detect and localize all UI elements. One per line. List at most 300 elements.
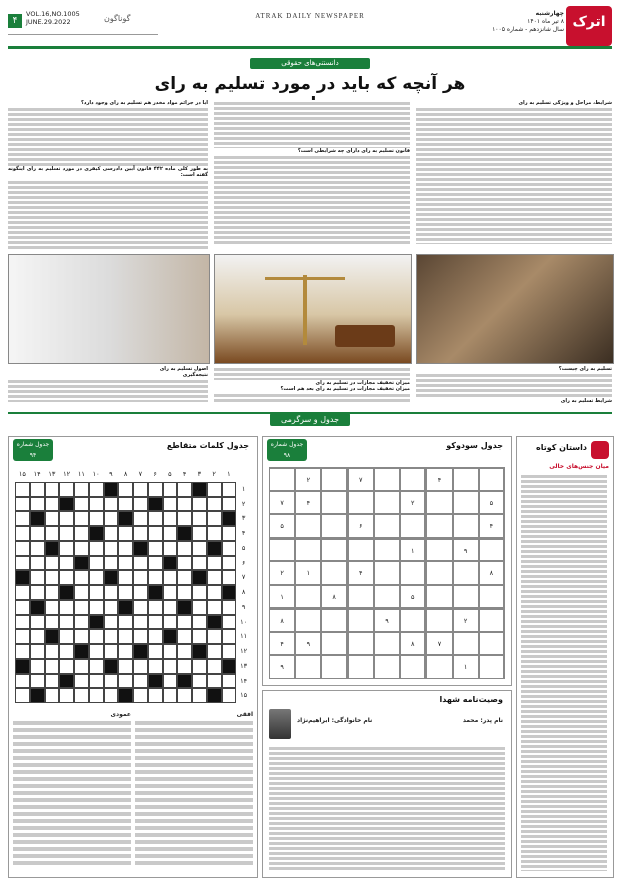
crossword-cell[interactable] xyxy=(118,541,133,556)
crossword-cell[interactable] xyxy=(15,482,30,497)
sudoku-cell[interactable] xyxy=(321,514,347,538)
crossword-cell[interactable] xyxy=(104,629,119,644)
sudoku-cell[interactable] xyxy=(321,491,347,515)
crossword-cell[interactable] xyxy=(74,688,89,703)
sudoku-cell[interactable] xyxy=(426,514,452,538)
crossword-cell[interactable] xyxy=(74,585,89,600)
subhead: به طور کلی ماده ۴۴۲ قانون آیین دادرسی کیفری در مورد تسلیم به رای اینگونه گفته است: xyxy=(8,166,208,179)
crossword-cell[interactable] xyxy=(74,482,89,497)
crossword-cell[interactable] xyxy=(45,615,60,630)
crossword-cell[interactable] xyxy=(59,570,74,585)
crossword-cell[interactable] xyxy=(133,570,148,585)
crossword-cell[interactable] xyxy=(163,688,178,703)
crossword-cell[interactable] xyxy=(118,674,133,689)
crossword-cell[interactable] xyxy=(148,629,163,644)
crossword-cell[interactable] xyxy=(177,688,192,703)
crossword-cell[interactable] xyxy=(89,659,104,674)
crossword-cell[interactable] xyxy=(89,556,104,571)
crossword-cell[interactable] xyxy=(74,629,89,644)
crossword-cell[interactable] xyxy=(222,629,237,644)
sudoku-cell[interactable] xyxy=(374,655,400,679)
crossword-cell[interactable] xyxy=(89,644,104,659)
sudoku-cell[interactable] xyxy=(321,538,347,562)
crossword-black-cell xyxy=(30,600,45,615)
crossword-row-number: ۸ xyxy=(241,588,246,596)
sudoku-cell[interactable] xyxy=(374,467,400,491)
crossword-cell[interactable] xyxy=(148,511,163,526)
sudoku-cell[interactable] xyxy=(348,538,374,562)
crossword-cell[interactable] xyxy=(192,688,207,703)
crossword-cell[interactable] xyxy=(222,615,237,630)
crossword-cell[interactable] xyxy=(222,644,237,659)
sudoku-cell[interactable]: ۹ xyxy=(295,632,321,656)
crossword-cell[interactable] xyxy=(163,497,178,512)
crossword-cell[interactable] xyxy=(148,541,163,556)
crossword-black-cell xyxy=(177,674,192,689)
crossword-cell[interactable] xyxy=(207,644,222,659)
crossword-cell[interactable] xyxy=(118,644,133,659)
sudoku-cell[interactable] xyxy=(426,608,452,632)
crossword-cell[interactable] xyxy=(163,615,178,630)
crossword-cell[interactable] xyxy=(45,688,60,703)
crossword-cell[interactable] xyxy=(207,629,222,644)
crossword-cell[interactable] xyxy=(45,482,60,497)
crossword-cell[interactable] xyxy=(177,556,192,571)
crossword-cell[interactable] xyxy=(207,556,222,571)
crossword-cell[interactable] xyxy=(30,556,45,571)
sudoku-cell[interactable] xyxy=(453,491,479,515)
crossword-cell[interactable] xyxy=(15,688,30,703)
crossword-cell[interactable] xyxy=(45,570,60,585)
crossword-cell[interactable] xyxy=(89,511,104,526)
crossword-cell[interactable] xyxy=(15,585,30,600)
crossword-cell[interactable] xyxy=(192,674,207,689)
sudoku-cell[interactable]: ۱ xyxy=(269,585,295,609)
crossword-cell[interactable] xyxy=(222,497,237,512)
crossword-cell[interactable] xyxy=(133,600,148,615)
sudoku-cell[interactable] xyxy=(348,632,374,656)
sudoku-cell[interactable] xyxy=(295,608,321,632)
crossword-cell[interactable] xyxy=(59,644,74,659)
crossword-cell[interactable] xyxy=(222,570,237,585)
sudoku-cell[interactable] xyxy=(374,538,400,562)
crossword-cell[interactable] xyxy=(222,674,237,689)
crossword-cell[interactable] xyxy=(163,674,178,689)
crossword-cell[interactable] xyxy=(163,585,178,600)
sudoku-cell[interactable] xyxy=(321,632,347,656)
crossword-cell[interactable] xyxy=(192,556,207,571)
crossword-cell[interactable] xyxy=(59,541,74,556)
crossword-cell[interactable] xyxy=(15,541,30,556)
sudoku-cell[interactable] xyxy=(479,538,505,562)
crossword-cell[interactable] xyxy=(207,600,222,615)
sudoku-cell[interactable]: ۲ xyxy=(269,561,295,585)
sudoku-cell[interactable] xyxy=(348,608,374,632)
crossword-cell[interactable] xyxy=(89,629,104,644)
sudoku-cell[interactable]: ۵ xyxy=(479,491,505,515)
sudoku-cell[interactable] xyxy=(426,655,452,679)
sudoku-cell[interactable] xyxy=(426,585,452,609)
sudoku-cell[interactable]: ۴ xyxy=(348,561,374,585)
sudoku-cell[interactable]: ۷ xyxy=(348,467,374,491)
crossword-cell[interactable] xyxy=(222,482,237,497)
crossword-cell[interactable] xyxy=(30,659,45,674)
crossword-cell[interactable] xyxy=(45,497,60,512)
crossword-cell[interactable] xyxy=(15,511,30,526)
body-text xyxy=(8,378,208,402)
crossword-cell[interactable] xyxy=(133,688,148,703)
crossword-cell[interactable] xyxy=(30,615,45,630)
sudoku-cell[interactable]: ۶ xyxy=(348,514,374,538)
crossword-black-cell xyxy=(59,497,74,512)
crossword-cell[interactable] xyxy=(133,497,148,512)
crossword-cell[interactable] xyxy=(148,615,163,630)
crossword-cell[interactable] xyxy=(177,585,192,600)
sudoku-cell[interactable] xyxy=(400,467,426,491)
crossword-cell[interactable] xyxy=(207,482,222,497)
sudoku-cell[interactable]: ۸ xyxy=(479,561,505,585)
crossword-cell[interactable] xyxy=(177,541,192,556)
sudoku-cell[interactable] xyxy=(479,655,505,679)
crossword-cell[interactable] xyxy=(89,674,104,689)
crossword-cell[interactable] xyxy=(15,526,30,541)
crossword-cell[interactable] xyxy=(177,511,192,526)
crossword-cell[interactable] xyxy=(104,674,119,689)
crossword-cell[interactable] xyxy=(30,526,45,541)
crossword-cell[interactable] xyxy=(148,688,163,703)
crossword-cell[interactable] xyxy=(45,585,60,600)
crossword-row-number: ۱۵ xyxy=(240,691,248,700)
sudoku-cell[interactable] xyxy=(295,514,321,538)
crossword-cell[interactable] xyxy=(89,497,104,512)
sudoku-cell[interactable] xyxy=(400,561,426,585)
crossword-cell[interactable] xyxy=(74,497,89,512)
masthead xyxy=(0,0,620,58)
crossword-cell[interactable] xyxy=(59,556,74,571)
sudoku-cell[interactable] xyxy=(479,585,505,609)
sudoku-cell[interactable] xyxy=(269,538,295,562)
crossword-box xyxy=(8,436,258,878)
crossword-cell[interactable] xyxy=(74,659,89,674)
sudoku-cell[interactable]: ۹ xyxy=(269,655,295,679)
sudoku-cell[interactable]: ۱ xyxy=(400,538,426,562)
crossword-cell[interactable] xyxy=(45,659,60,674)
sudoku-cell[interactable] xyxy=(295,538,321,562)
crossword-cell[interactable] xyxy=(192,629,207,644)
sudoku-cell[interactable]: ۵ xyxy=(269,514,295,538)
crossword-cell[interactable] xyxy=(148,659,163,674)
crossword-cell[interactable] xyxy=(74,615,89,630)
crossword-black-cell xyxy=(45,541,60,556)
sudoku-cell[interactable]: ۴ xyxy=(426,467,452,491)
sudoku-cell[interactable] xyxy=(348,585,374,609)
crossword-cell[interactable] xyxy=(104,585,119,600)
crossword-cell[interactable] xyxy=(89,570,104,585)
crossword-cell[interactable] xyxy=(104,688,119,703)
sudoku-cell[interactable] xyxy=(479,467,505,491)
crossword-cell[interactable] xyxy=(133,526,148,541)
sudoku-cell[interactable] xyxy=(400,655,426,679)
crossword-row-number: ۶ xyxy=(241,558,246,567)
crossword-cell[interactable] xyxy=(207,659,222,674)
sudoku-cell[interactable] xyxy=(348,491,374,515)
sudoku-cell[interactable] xyxy=(374,561,400,585)
sudoku-cell[interactable] xyxy=(453,632,479,656)
crossword-cell[interactable] xyxy=(45,600,60,615)
crossword-cell[interactable] xyxy=(59,482,74,497)
crossword-cell[interactable] xyxy=(163,511,178,526)
sudoku-cell[interactable]: ۴ xyxy=(269,632,295,656)
crossword-cell[interactable] xyxy=(118,482,133,497)
crossword-cell[interactable] xyxy=(163,570,178,585)
page-number: ۴ xyxy=(8,14,22,28)
sudoku-cell[interactable] xyxy=(269,467,295,491)
crossword-cell[interactable] xyxy=(30,585,45,600)
crossword-cell[interactable] xyxy=(104,556,119,571)
crossword-cell[interactable] xyxy=(59,600,74,615)
sudoku-cell[interactable] xyxy=(479,632,505,656)
crossword-cell[interactable] xyxy=(59,511,74,526)
crossword-cell[interactable] xyxy=(192,659,207,674)
crossword-cell[interactable] xyxy=(207,585,222,600)
crossword-cell[interactable] xyxy=(192,497,207,512)
crossword-cell[interactable] xyxy=(118,570,133,585)
crossword-cell[interactable] xyxy=(177,570,192,585)
crossword-cell[interactable] xyxy=(222,541,237,556)
crossword-cell[interactable] xyxy=(59,615,74,630)
sudoku-cell[interactable]: ۹ xyxy=(453,538,479,562)
sudoku-cell[interactable]: ۱ xyxy=(453,655,479,679)
crossword-cell[interactable] xyxy=(104,600,119,615)
crossword-cell[interactable] xyxy=(59,526,74,541)
sudoku-cell[interactable]: ۸ xyxy=(321,585,347,609)
crossword-cell[interactable] xyxy=(15,644,30,659)
sudoku-cell[interactable] xyxy=(374,585,400,609)
subhead: شرایط، مراحل و ویژگی تسلیم به رای xyxy=(518,100,612,106)
crossword-cell[interactable] xyxy=(74,674,89,689)
sudoku-cell[interactable] xyxy=(321,655,347,679)
crossword-cell[interactable] xyxy=(177,629,192,644)
crossword-cell[interactable] xyxy=(222,600,237,615)
crossword-cell[interactable] xyxy=(15,497,30,512)
sudoku-cell[interactable] xyxy=(374,514,400,538)
crossword-cell[interactable] xyxy=(30,482,45,497)
crossword-cell[interactable] xyxy=(133,659,148,674)
crossword-cell[interactable] xyxy=(15,600,30,615)
crossword-col-number: ۱ xyxy=(227,470,231,478)
sudoku-cell[interactable]: ۲ xyxy=(453,608,479,632)
sudoku-cell[interactable]: ۸ xyxy=(400,632,426,656)
sudoku-cell[interactable] xyxy=(400,514,426,538)
sudoku-cell[interactable]: ۵ xyxy=(400,585,426,609)
crossword-cell[interactable] xyxy=(45,511,60,526)
crossword-cell[interactable] xyxy=(133,629,148,644)
sudoku-cell[interactable] xyxy=(453,467,479,491)
sudoku-cell[interactable] xyxy=(321,467,347,491)
crossword-cell[interactable] xyxy=(207,526,222,541)
sudoku-cell[interactable]: ۲ xyxy=(295,467,321,491)
crossword-cell[interactable] xyxy=(222,526,237,541)
sudoku-cell[interactable] xyxy=(453,585,479,609)
sudoku-cell[interactable]: ۸ xyxy=(269,608,295,632)
crossword-cell[interactable] xyxy=(207,511,222,526)
crossword-row-number: ۱۰ xyxy=(240,617,248,626)
crossword-cell[interactable] xyxy=(192,600,207,615)
crossword-cell[interactable] xyxy=(104,644,119,659)
crossword-cell[interactable] xyxy=(163,659,178,674)
crossword-row-number: ۱۱ xyxy=(240,632,248,641)
crossword-cell[interactable] xyxy=(30,644,45,659)
crossword-cell[interactable] xyxy=(30,629,45,644)
crossword-cell[interactable] xyxy=(192,585,207,600)
crossword-cell[interactable] xyxy=(118,585,133,600)
sudoku-cell[interactable] xyxy=(321,608,347,632)
sudoku-cell[interactable] xyxy=(295,655,321,679)
crossword-cell[interactable] xyxy=(163,600,178,615)
crossword-cell[interactable] xyxy=(104,511,119,526)
crossword-black-cell xyxy=(59,674,74,689)
crossword-cell[interactable] xyxy=(177,497,192,512)
sudoku-cell[interactable] xyxy=(479,608,505,632)
sudoku-cell[interactable]: ۹ xyxy=(374,608,400,632)
crossword-cell[interactable] xyxy=(104,541,119,556)
persian-date xyxy=(492,10,564,34)
crossword-black-cell xyxy=(207,541,222,556)
crossword-row-number: ۹ xyxy=(241,602,246,611)
crossword-cell[interactable] xyxy=(192,526,207,541)
sudoku-cell[interactable]: ۲ xyxy=(400,491,426,515)
crossword-cell[interactable] xyxy=(59,688,74,703)
sudoku-cell[interactable]: ۴ xyxy=(479,514,505,538)
crossword-cell[interactable] xyxy=(133,615,148,630)
crossword-cell[interactable] xyxy=(15,556,30,571)
crossword-cell[interactable] xyxy=(148,570,163,585)
crossword-cell[interactable] xyxy=(133,674,148,689)
sudoku-cell[interactable]: ۷ xyxy=(269,491,295,515)
crossword-cell[interactable] xyxy=(30,497,45,512)
crossword-cell[interactable] xyxy=(15,615,30,630)
crossword-black-cell xyxy=(192,482,207,497)
crossword-cell[interactable] xyxy=(59,629,74,644)
sudoku-cell[interactable] xyxy=(295,585,321,609)
crossword-row-number: ۷ xyxy=(241,573,246,582)
sudoku-cell[interactable] xyxy=(453,561,479,585)
crossword-cell[interactable] xyxy=(89,482,104,497)
crossword-cell[interactable] xyxy=(177,644,192,659)
crossword-cell[interactable] xyxy=(163,526,178,541)
crossword-cell[interactable] xyxy=(74,511,89,526)
crossword-cell[interactable] xyxy=(89,541,104,556)
crossword-cell[interactable] xyxy=(192,511,207,526)
crossword-cell[interactable] xyxy=(133,482,148,497)
sudoku-cell[interactable] xyxy=(400,608,426,632)
crossword-cell[interactable] xyxy=(133,585,148,600)
section-title: جدول و سرگرمی xyxy=(270,413,350,426)
crossword-cell[interactable] xyxy=(104,526,119,541)
sudoku-cell[interactable] xyxy=(426,491,452,515)
crossword-black-cell xyxy=(222,659,237,674)
crossword-cell[interactable] xyxy=(89,688,104,703)
martyr-father: نام پدر: محمد xyxy=(462,717,503,724)
crossword-cell[interactable] xyxy=(59,659,74,674)
crossword-cell[interactable] xyxy=(118,497,133,512)
crossword-cell[interactable] xyxy=(30,541,45,556)
article-kicker: دانستنی‌های حقوقی xyxy=(250,58,370,69)
crossword-cell[interactable] xyxy=(74,570,89,585)
crossword-cell[interactable] xyxy=(177,615,192,630)
crossword-cell[interactable] xyxy=(133,556,148,571)
crossword-cell[interactable] xyxy=(30,570,45,585)
crossword-cell[interactable] xyxy=(192,615,207,630)
crossword-cell[interactable] xyxy=(30,674,45,689)
crossword-cell[interactable] xyxy=(192,541,207,556)
crossword-cell[interactable] xyxy=(118,629,133,644)
sudoku-cell[interactable]: ۷ xyxy=(426,632,452,656)
crossword-cell[interactable] xyxy=(207,497,222,512)
crossword-badge: جدول شماره ۹۴ xyxy=(13,439,53,461)
crossword-cell[interactable] xyxy=(118,659,133,674)
crossword-cell[interactable] xyxy=(15,629,30,644)
crossword-cell[interactable] xyxy=(148,526,163,541)
crossword-cell[interactable] xyxy=(45,556,60,571)
sudoku-cell[interactable] xyxy=(348,655,374,679)
sudoku-cell[interactable] xyxy=(374,632,400,656)
crossword-cell[interactable] xyxy=(177,482,192,497)
crossword-cell[interactable] xyxy=(207,570,222,585)
crossword-black-cell xyxy=(104,482,119,497)
crossword-cell[interactable] xyxy=(148,644,163,659)
crossword-cell[interactable] xyxy=(74,600,89,615)
crossword-cell[interactable] xyxy=(222,688,237,703)
sudoku-cell[interactable] xyxy=(453,514,479,538)
crossword-cell[interactable] xyxy=(89,600,104,615)
weekday: چهارشنبه xyxy=(535,10,564,17)
date-fa: ۸ تیر ماه ۱۴۰۱ xyxy=(527,18,564,25)
crossword-cell[interactable] xyxy=(118,615,133,630)
crossword-cell[interactable] xyxy=(163,644,178,659)
sudoku-cell[interactable] xyxy=(426,561,452,585)
crossword-cell[interactable] xyxy=(163,482,178,497)
sudoku-cell[interactable] xyxy=(321,561,347,585)
sudoku-cell[interactable]: ۴ xyxy=(295,491,321,515)
crossword-cell[interactable] xyxy=(207,674,222,689)
crossword-row-number: ۳ xyxy=(241,514,246,523)
crossword-cell[interactable] xyxy=(45,674,60,689)
crossword-cell[interactable] xyxy=(74,526,89,541)
crossword-cell[interactable] xyxy=(118,526,133,541)
crossword-cell[interactable] xyxy=(148,556,163,571)
crossword-cell[interactable] xyxy=(163,541,178,556)
crossword-cell[interactable] xyxy=(45,644,60,659)
sudoku-cell[interactable] xyxy=(374,491,400,515)
crossword-cell[interactable] xyxy=(118,556,133,571)
crossword-cell[interactable] xyxy=(15,674,30,689)
crossword-cell[interactable] xyxy=(104,497,119,512)
crossword-cell[interactable] xyxy=(222,556,237,571)
crossword-cell[interactable] xyxy=(74,541,89,556)
sudoku-cell[interactable] xyxy=(426,538,452,562)
crossword-cell[interactable] xyxy=(89,585,104,600)
crossword-cell[interactable] xyxy=(104,615,119,630)
crossword-cell[interactable] xyxy=(148,600,163,615)
sudoku-cell[interactable]: ۱ xyxy=(295,561,321,585)
body-text xyxy=(214,154,410,244)
crossword-cell[interactable] xyxy=(177,659,192,674)
sudoku-grid xyxy=(269,467,505,679)
crossword-cell[interactable] xyxy=(133,511,148,526)
crossword-cell[interactable] xyxy=(148,482,163,497)
crossword-cell[interactable] xyxy=(45,526,60,541)
